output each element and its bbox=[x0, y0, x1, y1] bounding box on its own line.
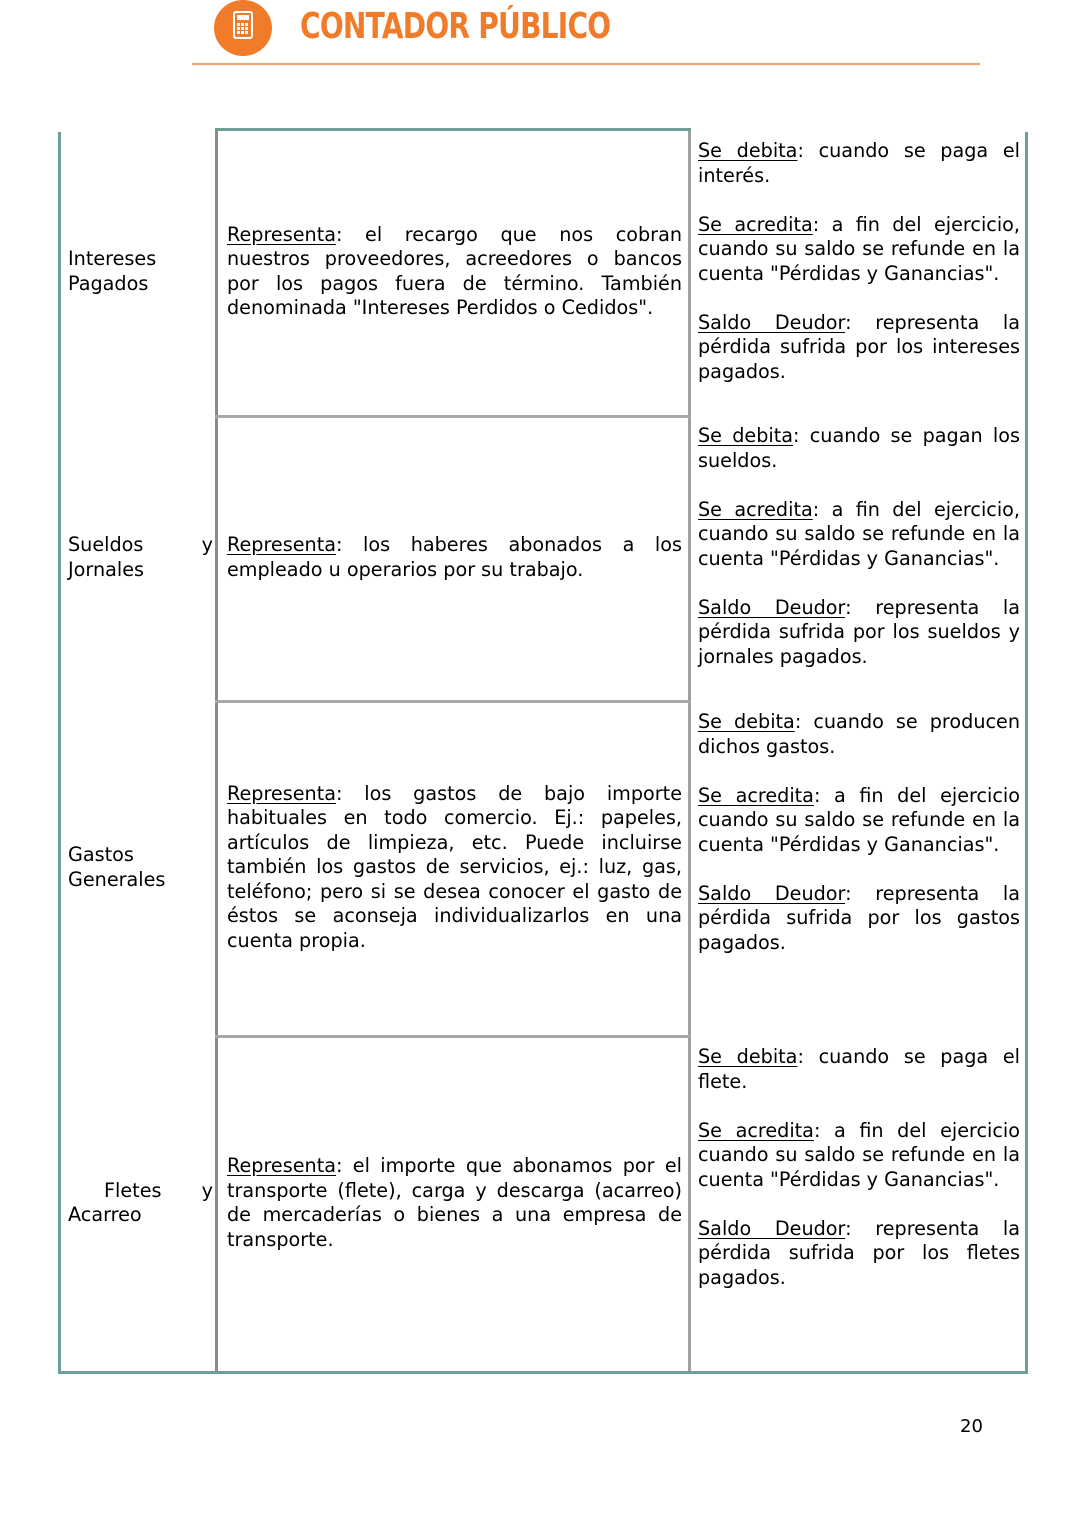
debit-label: Se debita bbox=[698, 1045, 798, 1068]
balance-text: : representa la pérdida sufrida por los sueldos y jornales pagados. bbox=[698, 595, 1020, 668]
representa-label: Representa bbox=[227, 781, 336, 805]
definition-cell bbox=[227, 700, 682, 1035]
representa-label: Representa bbox=[227, 1154, 336, 1177]
debit-label: Se debita bbox=[698, 424, 794, 447]
definition-text: : los haberes abonados a los empleado u operarios por su trabajo. bbox=[227, 533, 682, 581]
credit-text: : a fin del ejercicio cuando su saldo se refunde en la cuenta "Pérdidas y Ganancias". bbox=[698, 783, 1020, 856]
table-row bbox=[68, 128, 213, 415]
credit-label: Se acredita bbox=[698, 783, 814, 807]
balance-label: Saldo Deudor bbox=[698, 881, 846, 905]
account-name: Fletes y Acarreo bbox=[68, 1178, 213, 1226]
account-name: Intereses Pagados bbox=[68, 247, 157, 295]
movement-cell bbox=[698, 139, 1020, 384]
definition-cell bbox=[227, 1035, 682, 1371]
balance-text: : representa la pérdida sufrida por los gastos pagados. bbox=[698, 881, 1020, 954]
account-name: Sueldos y Jornales bbox=[68, 533, 213, 581]
logo-badge bbox=[214, 0, 272, 56]
calculator-icon bbox=[233, 11, 253, 39]
balance-label: Saldo Deudor bbox=[698, 1216, 846, 1240]
movement-cell bbox=[698, 710, 1020, 955]
balance-label: Saldo Deudor bbox=[698, 595, 846, 619]
movement-cell bbox=[698, 1045, 1020, 1290]
definition-cell bbox=[227, 415, 682, 700]
balance-text: : representa la pérdida sufrida por los fletes pagados. bbox=[698, 1216, 1020, 1289]
credit-text: : a fin del ejercicio, cuando su saldo se refunde en la cuenta "Pérdidas y Ganancias". bbox=[698, 212, 1020, 285]
balance-text: : representa la pérdida sufrida por los intereses pagados. bbox=[698, 310, 1020, 383]
debit-text: : cuando se producen dichos gastos. bbox=[698, 710, 1020, 758]
definition-text: : los gastos de bajo importe habituales en todo comercio. Ej.: papeles, artículos de limpieza, etc. Puede incluirse también los gastos de servicios, ej.: luz, gas, teléfono; pero si se desea conocer el gasto de éstos se aconseja individualizarlos en una cuenta propia. bbox=[227, 781, 682, 952]
table-row bbox=[68, 700, 213, 1035]
credit-label: Se acredita bbox=[698, 212, 813, 236]
balance-label: Saldo Deudor bbox=[698, 310, 846, 334]
definition-text: : el recargo que nos cobran nuestros proveedores, acreedores o bancos por los pagos fuera de término. También denominada "Intereses Perdidos o Cedidos". bbox=[227, 222, 682, 319]
debit-text: : cuando se pagan los sueldos. bbox=[698, 424, 1020, 472]
credit-text: : a fin del ejercicio cuando su saldo se refunde en la cuenta "Pérdidas y Ganancias". bbox=[698, 1118, 1020, 1191]
column-divider-2 bbox=[688, 128, 691, 1374]
table-border-right bbox=[1025, 132, 1028, 1374]
brand-title: CONTADOR PÚBLICO bbox=[300, 6, 611, 47]
page-header bbox=[0, 0, 1080, 70]
header-divider bbox=[192, 63, 980, 65]
credit-label: Se acredita bbox=[698, 497, 813, 521]
table-border-left bbox=[58, 132, 61, 1374]
definition-text: : el importe que abonamos por el transporte (flete), carga y descarga (acarreo) de mercaderías o bienes a una empresa de transporte. bbox=[227, 1154, 682, 1251]
column-divider-1 bbox=[215, 128, 218, 1374]
credit-label: Se acredita bbox=[698, 1118, 814, 1142]
definition-cell bbox=[227, 128, 682, 415]
credit-text: : a fin del ejercicio, cuando su saldo se refunde en la cuenta "Pérdidas y Ganancias". bbox=[698, 497, 1020, 570]
accounts-table bbox=[58, 128, 1028, 1374]
movement-cell bbox=[698, 424, 1020, 669]
representa-label: Representa bbox=[227, 533, 336, 556]
page-number: 20 bbox=[960, 1416, 983, 1437]
debit-label: Se debita bbox=[698, 710, 795, 733]
representa-label: Representa bbox=[227, 222, 336, 246]
table-row bbox=[68, 1035, 213, 1371]
table-row bbox=[68, 415, 213, 700]
account-name: Gastos Generales bbox=[68, 843, 166, 891]
table-border-bottom bbox=[58, 1371, 1028, 1374]
debit-text: : cuando se paga el flete. bbox=[698, 1045, 1020, 1093]
debit-text: : cuando se paga el interés. bbox=[698, 139, 1020, 187]
debit-label: Se debita bbox=[698, 139, 798, 162]
